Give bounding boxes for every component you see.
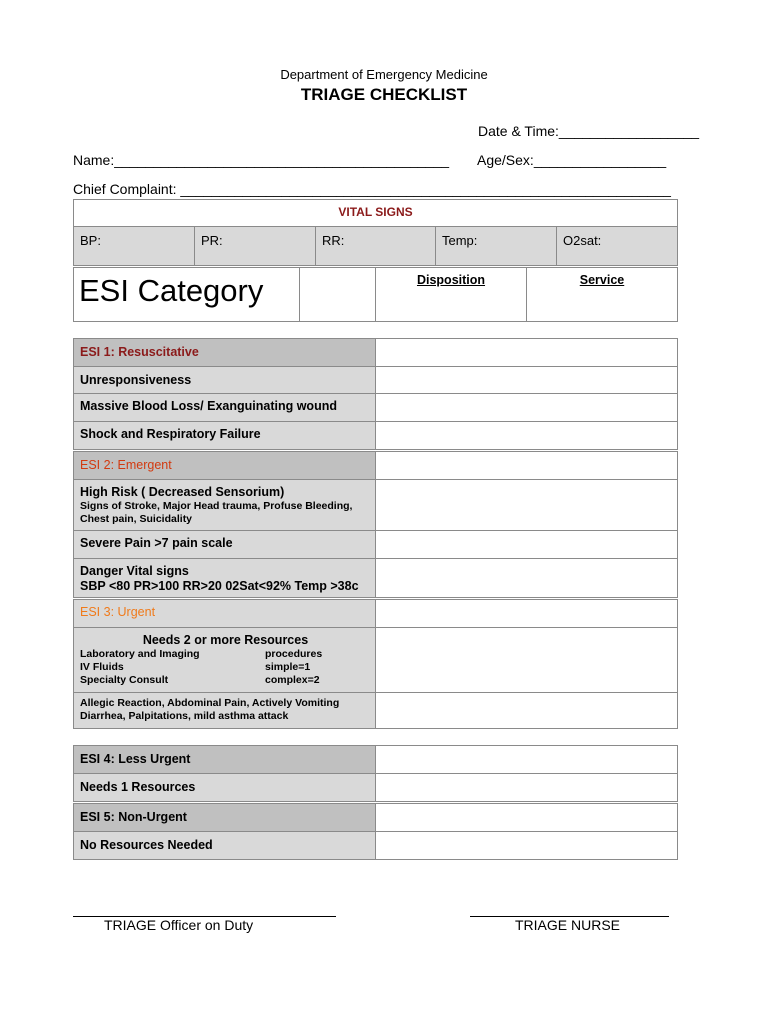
esi3-check[interactable] [375,599,678,628]
service-cell[interactable] [526,267,678,322]
rr-label: RR: [322,233,345,248]
esi-category-cell [73,267,300,322]
esi3-resources-check[interactable] [375,627,678,693]
o2sat-label: O2sat: [563,233,602,248]
chief-complaint-field[interactable]: Chief Complaint: _______________________________________________________________ [73,181,671,197]
esi2-danger-title: Danger Vital signs [80,564,189,578]
esi1-row [73,421,376,450]
esi4-title: ESI 4: Less Urgent [80,752,191,766]
esi1-row-label: Unresponsiveness [80,373,192,387]
esi5-title: ESI 5: Non-Urgent [80,810,187,824]
esi2-high-risk-row [73,479,376,531]
esi4-check[interactable] [375,745,678,774]
esi4-row-check[interactable] [375,773,678,802]
esi3-title: ESI 3: Urgent [80,605,156,619]
esi2-pain-label: Severe Pain >7 pain scale [80,536,233,550]
temp-label: Temp: [442,233,478,248]
esi1-title: ESI 1: Resuscitative [80,345,199,359]
vital-signs-header [73,199,678,227]
esi3-resources-title: Needs 2 or more Resources [142,633,309,647]
esi3-examples-check[interactable] [375,692,678,729]
esi1-row-label: Massive Blood Loss/ Exanguinating wound [80,399,337,413]
esi5-row [73,831,376,860]
esi3-right-item: simple=1 [265,661,311,673]
esi2-danger-values: SBP <80 PR>100 RR>20 02Sat<92% Temp >38c [80,579,359,593]
esi3-left-item: IV Fluids [80,661,124,673]
esi3-left-item: Laboratory and Imaging [80,648,200,660]
department-name: Department of Emergency Medicine [280,67,488,82]
rr-cell[interactable] [315,226,436,266]
esi2-danger-check[interactable] [375,558,678,598]
esi1-title-cell [73,338,376,367]
esi2-check[interactable] [375,451,678,480]
esi2-pain-check[interactable] [375,530,678,559]
esi5-check[interactable] [375,803,678,832]
esi-category-title: ESI Category [79,273,264,308]
esi3-resources-row [73,627,376,693]
esi2-high-risk-sub: Signs of Stroke, Major Head trauma, Profuse Bleeding, Chest pain, Suicidality [80,500,353,525]
esi5-row-check[interactable] [375,831,678,860]
esi2-title: ESI 2: Emergent [80,458,172,472]
esi3-title-cell [73,599,376,628]
esi-category-value[interactable] [299,267,376,322]
esi3-examples: Allegic Reaction, Abdominal Pain, Actively Vomiting Diarrhea, Palpitations, mild asthma attack [80,697,340,722]
esi4-row-label: Needs 1 Resources [80,780,196,794]
age-sex-field[interactable]: Age/Sex:_________________ [477,152,667,168]
o2sat-cell[interactable] [556,226,678,266]
bp-label: BP: [80,233,101,248]
esi2-title-cell [73,451,376,480]
service-label: Service [579,273,625,287]
esi1-row-check[interactable] [375,393,678,422]
esi2-pain-row [73,530,376,559]
esi1-row-check[interactable] [375,421,678,450]
vital-signs-heading: VITAL SIGNS [338,205,413,219]
esi1-row-label: Shock and Respiratory Failure [80,427,261,441]
esi4-title-cell [73,745,376,774]
esi5-row-label: No Resources Needed [80,838,213,852]
date-time-field[interactable]: Date & Time:__________________ [478,123,700,139]
esi3-right-item: complex=2 [265,674,320,686]
pr-cell[interactable] [194,226,316,266]
esi2-danger-row [73,558,376,598]
esi4-row [73,773,376,802]
officer-signature-label: TRIAGE Officer on Duty [104,917,254,933]
esi2-high-risk-check[interactable] [375,479,678,531]
esi3-left-item: Specialty Consult [80,674,169,686]
esi3-right-item: procedures [265,648,323,660]
pr-label: PR: [201,233,223,248]
disposition-cell[interactable] [375,267,527,322]
temp-cell[interactable] [435,226,557,266]
name-field[interactable]: Name:___________________________________________ [73,152,450,168]
bp-cell[interactable] [73,226,195,266]
esi3-examples-row [73,692,376,729]
esi1-row [73,393,376,422]
esi1-row [73,366,376,394]
esi1-check[interactable] [375,338,678,367]
page-title: TRIAGE CHECKLIST [300,85,468,104]
esi5-title-cell [73,803,376,832]
disposition-label: Disposition [416,273,486,287]
esi2-high-risk-label: High Risk ( Decreased Sensorium) [80,485,285,499]
nurse-signature-label: TRIAGE NURSE [515,917,621,933]
esi1-row-check[interactable] [375,366,678,394]
